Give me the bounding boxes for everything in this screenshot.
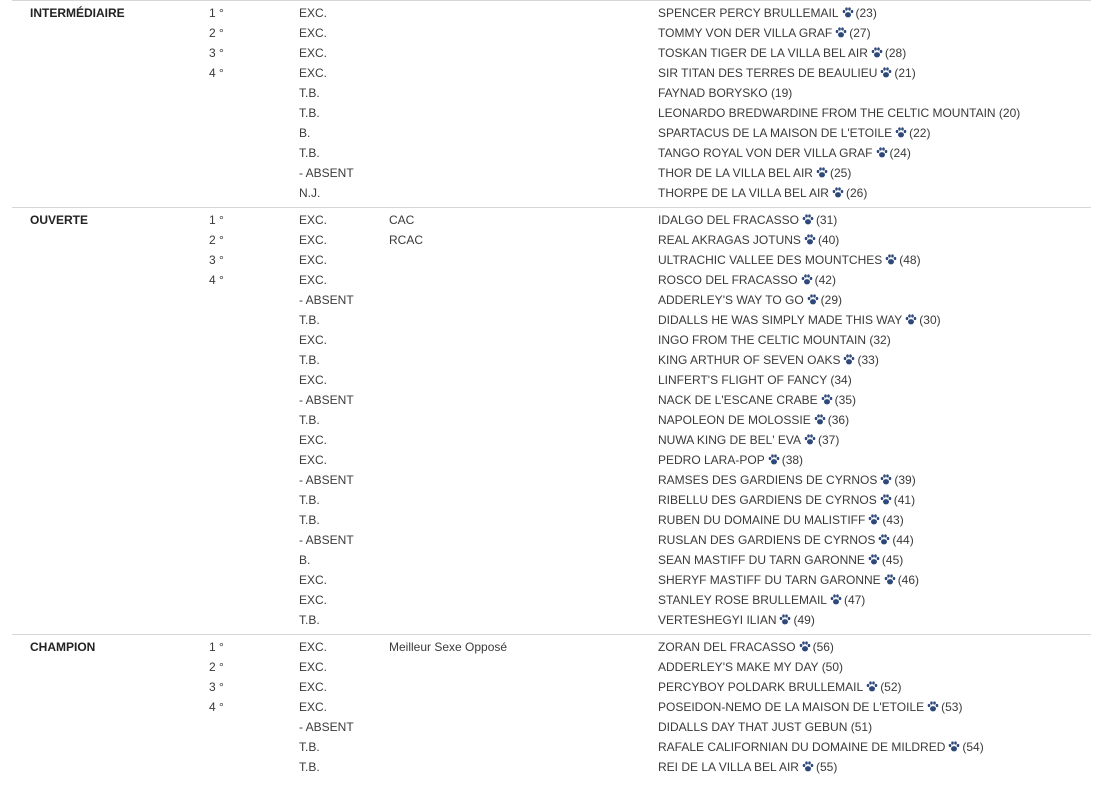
grade-cell: EXC. — [299, 373, 328, 387]
table-row — [12, 3, 1091, 23]
dog-name: SPARTACUS DE LA MAISON DE L'ETOILE — [658, 126, 893, 140]
dog-name: STANLEY ROSE BRULLEMAIL — [658, 593, 827, 607]
dog-cell — [658, 23, 871, 43]
catalog-number: (52) — [880, 680, 902, 694]
rank-cell: 4 ° — [209, 273, 224, 287]
paw-icon — [927, 701, 939, 712]
catalog-number: (38) — [781, 453, 804, 467]
dog-name: SHERYF MASTIFF DU TARN GARONNE — [658, 573, 881, 587]
paw-icon — [801, 274, 813, 285]
grade-cell: - ABSENT — [299, 473, 354, 487]
rank-cell: 4 ° — [209, 700, 224, 714]
table-row — [12, 103, 1091, 123]
dog-cell — [658, 63, 916, 83]
dog-cell — [658, 490, 915, 510]
dog-cell — [658, 697, 962, 717]
table-row — [12, 83, 1091, 103]
grade-cell: T.B. — [299, 413, 320, 427]
dog-name: TOSKAN TIGER DE LA VILLA BEL AIR — [658, 46, 868, 60]
table-row — [12, 717, 1091, 737]
grade-cell: - ABSENT — [299, 293, 354, 307]
dog-cell — [658, 270, 836, 290]
catalog-number: (51) — [850, 720, 873, 734]
grade-cell: - ABSENT — [299, 166, 354, 180]
table-row — [12, 370, 1091, 390]
class-name: INTERMÉDIAIRE — [30, 6, 125, 20]
rank-cell: 4 ° — [209, 66, 224, 80]
catalog-number: (26) — [845, 186, 868, 200]
catalog-number: (24) — [889, 146, 911, 160]
dog-cell — [658, 570, 919, 590]
catalog-number: (43) — [882, 513, 904, 527]
rank-cell: 1 ° — [209, 213, 224, 227]
paw-icon — [880, 67, 892, 78]
dog-cell — [658, 210, 837, 230]
dog-name: RAFALE CALIFORNIAN DU DOMAINE DE MILDRED — [658, 740, 946, 754]
grade-cell: EXC. — [299, 66, 328, 80]
paw-icon — [768, 454, 780, 465]
dog-cell — [658, 737, 984, 757]
paw-icon — [807, 294, 819, 305]
grade-cell: EXC. — [299, 660, 328, 674]
paw-icon — [804, 434, 816, 445]
paw-icon — [804, 234, 816, 245]
dog-name: ADDERLEY'S MAKE MY DAY — [658, 660, 819, 674]
paw-icon — [876, 147, 888, 158]
table-row — [12, 330, 1091, 350]
dog-name: KING ARTHUR OF SEVEN OAKS — [658, 353, 841, 367]
catalog-number: (21) — [894, 66, 916, 80]
dog-cell — [658, 677, 902, 697]
paw-icon — [880, 474, 892, 485]
dog-name: LEONARDO BREDWARDINE FROM THE CELTIC MOUNTAIN — [658, 106, 996, 120]
table-row — [12, 550, 1091, 570]
table-row — [12, 210, 1091, 230]
grade-cell: EXC. — [299, 46, 328, 60]
dog-cell — [658, 310, 941, 330]
dog-name: FAYNAD BORYSKO — [658, 86, 768, 100]
grade-cell: T.B. — [299, 760, 320, 774]
grade-cell: - ABSENT — [299, 533, 354, 547]
grade-cell: T.B. — [299, 146, 320, 160]
paw-icon — [835, 27, 847, 38]
catalog-number: (25) — [829, 166, 852, 180]
catalog-number: (31) — [815, 213, 838, 227]
paw-icon — [821, 394, 833, 405]
dog-cell — [658, 410, 849, 430]
dog-name: NUWA KING DE BEL' EVA — [658, 433, 801, 447]
grade-cell: - ABSENT — [299, 720, 354, 734]
table-row — [12, 250, 1091, 270]
paw-icon — [814, 414, 826, 425]
dog-name: TANGO ROYAL VON DER VILLA GRAF — [658, 146, 873, 160]
paw-icon — [843, 354, 855, 365]
class-section — [12, 634, 1091, 781]
grade-cell: T.B. — [299, 613, 320, 627]
catalog-number: (44) — [892, 533, 914, 547]
class-name: OUVERTE — [30, 213, 89, 227]
paw-icon — [880, 494, 892, 505]
table-row — [12, 697, 1091, 717]
dog-cell — [658, 610, 815, 630]
grade-cell: EXC. — [299, 453, 328, 467]
catalog-number: (20) — [998, 106, 1021, 120]
dog-name: RAMSES DES GARDIENS DE CYRNOS — [658, 473, 878, 487]
dog-name: NAPOLEON DE MOLOSSIE — [658, 413, 811, 427]
table-row — [12, 637, 1091, 657]
paw-icon — [842, 7, 854, 18]
table-row — [12, 270, 1091, 290]
rank-cell: 2 ° — [209, 660, 224, 674]
table-row — [12, 63, 1091, 83]
paw-icon — [948, 741, 960, 752]
catalog-number: (30) — [919, 313, 941, 327]
dog-name: REI DE LA VILLA BEL AIR — [658, 760, 799, 774]
catalog-number: (19) — [770, 86, 793, 100]
dog-name: RUSLAN DES GARDIENS DE CYRNOS — [658, 533, 876, 547]
grade-cell: EXC. — [299, 273, 328, 287]
dog-name: PEDRO LARA-POP — [658, 453, 765, 467]
table-row — [12, 590, 1091, 610]
grade-cell: B. — [299, 126, 311, 140]
table-row — [12, 290, 1091, 310]
dog-cell — [658, 350, 879, 370]
catalog-number: (27) — [849, 26, 871, 40]
paw-icon — [884, 574, 896, 585]
grade-cell: EXC. — [299, 640, 328, 654]
catalog-number: (37) — [818, 433, 840, 447]
rank-cell: 2 ° — [209, 26, 224, 40]
dog-cell — [658, 470, 916, 490]
table-row — [12, 230, 1091, 250]
dog-name: ADDERLEY'S WAY TO GO — [658, 293, 804, 307]
dog-cell — [658, 757, 837, 777]
dog-cell — [658, 123, 930, 143]
award-cell: CAC — [389, 213, 415, 227]
rank-cell: 2 ° — [209, 233, 224, 247]
dog-cell — [658, 290, 842, 310]
catalog-number: (56) — [812, 640, 834, 654]
dog-cell — [658, 330, 891, 350]
catalog-number: (40) — [817, 233, 840, 247]
dog-name: TOMMY VON DER VILLA GRAF — [658, 26, 833, 40]
table-row — [12, 43, 1091, 63]
grade-cell: EXC. — [299, 573, 328, 587]
dog-name: PERCYBOY POLDARK BRULLEMAIL — [658, 680, 864, 694]
catalog-number: (33) — [857, 353, 879, 367]
dog-cell — [658, 530, 914, 550]
dog-cell — [658, 103, 1020, 123]
table-row — [12, 677, 1091, 697]
catalog-number: (35) — [834, 393, 857, 407]
catalog-number: (23) — [855, 6, 877, 20]
dog-cell — [658, 43, 906, 63]
table-row — [12, 570, 1091, 590]
dog-cell — [658, 143, 911, 163]
catalog-number: (22) — [909, 126, 931, 140]
catalog-number: (29) — [820, 293, 843, 307]
paw-icon — [878, 534, 890, 545]
table-row — [12, 410, 1091, 430]
dog-name: RIBELLU DES GARDIENS DE CYRNOS — [658, 493, 877, 507]
dog-name: SEAN MASTIFF DU TARN GARONNE — [658, 553, 865, 567]
catalog-number: (41) — [893, 493, 916, 507]
dog-cell — [658, 163, 851, 183]
grade-cell: B. — [299, 553, 311, 567]
grade-cell: EXC. — [299, 593, 328, 607]
dog-name: POSEIDON-NEMO DE LA MAISON DE L'ETOILE — [658, 700, 925, 714]
dog-name: REAL AKRAGAS JOTUNS — [658, 233, 801, 247]
dog-cell — [658, 717, 872, 737]
catalog-number: (50) — [821, 660, 844, 674]
table-row — [12, 183, 1091, 203]
results-table — [12, 0, 1091, 781]
dog-cell — [658, 550, 903, 570]
class-section — [12, 0, 1091, 207]
catalog-number: (53) — [941, 700, 963, 714]
dog-cell — [658, 590, 865, 610]
dog-name: VERTESHEGYI ILIAN — [658, 613, 777, 627]
rank-cell: 3 ° — [209, 46, 224, 60]
table-row — [12, 23, 1091, 43]
catalog-number: (47) — [843, 593, 866, 607]
paw-icon — [895, 127, 907, 138]
dog-cell — [658, 637, 834, 657]
grade-cell: T.B. — [299, 353, 320, 367]
table-row — [12, 510, 1091, 530]
table-row — [12, 390, 1091, 410]
paw-icon — [830, 594, 842, 605]
grade-cell: EXC. — [299, 26, 328, 40]
grade-cell: T.B. — [299, 513, 320, 527]
paw-icon — [871, 47, 883, 58]
table-row — [12, 430, 1091, 450]
dog-name: THOR DE LA VILLA BEL AIR — [658, 166, 813, 180]
dog-name: SPENCER PERCY BRULLEMAIL — [658, 6, 839, 20]
dog-cell — [658, 370, 852, 390]
table-row — [12, 737, 1091, 757]
paw-icon — [866, 681, 878, 692]
grade-cell: N.J. — [299, 186, 321, 200]
catalog-number: (34) — [830, 373, 852, 387]
rank-cell: 3 ° — [209, 680, 224, 694]
dog-name: ZORAN DEL FRACASSO — [658, 640, 796, 654]
paw-icon — [802, 214, 814, 225]
grade-cell: EXC. — [299, 433, 328, 447]
grade-cell: EXC. — [299, 213, 328, 227]
dog-name: DIDALLS DAY THAT JUST GEBUN — [658, 720, 848, 734]
grade-cell: EXC. — [299, 233, 328, 247]
award-cell: Meilleur Sexe Opposé — [389, 640, 508, 654]
dog-name: THORPE DE LA VILLA BEL AIR — [658, 186, 829, 200]
paw-icon — [868, 554, 880, 565]
table-row — [12, 310, 1091, 330]
dog-name: IDALGO DEL FRACASSO — [658, 213, 799, 227]
table-row — [12, 123, 1091, 143]
catalog-number: (49) — [793, 613, 815, 627]
rank-cell: 1 ° — [209, 6, 224, 20]
grade-cell: EXC. — [299, 333, 328, 347]
class-name: CHAMPION — [30, 640, 96, 654]
grade-cell: EXC. — [299, 680, 328, 694]
table-row — [12, 490, 1091, 510]
class-section — [12, 207, 1091, 634]
dog-cell — [658, 183, 867, 203]
grade-cell: EXC. — [299, 6, 328, 20]
dog-name: ROSCO DEL FRACASSO — [658, 273, 798, 287]
dog-cell — [658, 657, 843, 677]
dog-name: RUBEN DU DOMAINE DU MALISTIFF — [658, 513, 866, 527]
dog-name: DIDALLS HE WAS SIMPLY MADE THIS WAY — [658, 313, 903, 327]
rank-cell: 3 ° — [209, 253, 224, 267]
paw-icon — [816, 167, 828, 178]
catalog-number: (45) — [881, 553, 904, 567]
dog-name: NACK DE L'ESCANE CRABE — [658, 393, 818, 407]
paw-icon — [799, 641, 811, 652]
paw-icon — [868, 514, 880, 525]
catalog-number: (54) — [962, 740, 984, 754]
dog-cell — [658, 510, 904, 530]
table-row — [12, 450, 1091, 470]
table-row — [12, 163, 1091, 183]
dog-cell — [658, 230, 839, 250]
paw-icon — [779, 614, 791, 625]
dog-cell — [658, 250, 921, 270]
award-cell: RCAC — [389, 233, 424, 247]
grade-cell: T.B. — [299, 313, 320, 327]
table-row — [12, 757, 1091, 777]
paw-icon — [905, 314, 917, 325]
catalog-number: (42) — [814, 273, 836, 287]
dog-cell — [658, 450, 803, 470]
grade-cell: T.B. — [299, 740, 320, 754]
dog-cell — [658, 390, 856, 410]
catalog-number: (36) — [827, 413, 850, 427]
table-row — [12, 143, 1091, 163]
grade-cell: EXC. — [299, 700, 328, 714]
table-row — [12, 350, 1091, 370]
grade-cell: T.B. — [299, 86, 320, 100]
catalog-number: (46) — [897, 573, 920, 587]
table-row — [12, 610, 1091, 630]
catalog-number: (55) — [815, 760, 838, 774]
dog-name: SIR TITAN DES TERRES DE BEAULIEU — [658, 66, 878, 80]
table-row — [12, 470, 1091, 490]
paw-icon — [832, 187, 844, 198]
grade-cell: T.B. — [299, 493, 320, 507]
table-row — [12, 657, 1091, 677]
dog-cell — [658, 3, 877, 23]
catalog-number: (48) — [899, 253, 921, 267]
grade-cell: - ABSENT — [299, 393, 354, 407]
dog-name: INGO FROM THE CELTIC MOUNTAIN — [658, 333, 867, 347]
catalog-number: (28) — [884, 46, 907, 60]
dog-cell — [658, 430, 839, 450]
catalog-number: (32) — [869, 333, 891, 347]
paw-icon — [885, 254, 897, 265]
rank-cell: 1 ° — [209, 640, 224, 654]
dog-name: ULTRACHIC VALLEE DES MOUNTCHES — [658, 253, 883, 267]
paw-icon — [802, 761, 814, 772]
grade-cell: T.B. — [299, 106, 320, 120]
catalog-number: (39) — [894, 473, 916, 487]
grade-cell: EXC. — [299, 253, 328, 267]
dog-cell — [658, 83, 792, 103]
dog-name: LINFERT'S FLIGHT OF FANCY — [658, 373, 827, 387]
table-row — [12, 530, 1091, 550]
